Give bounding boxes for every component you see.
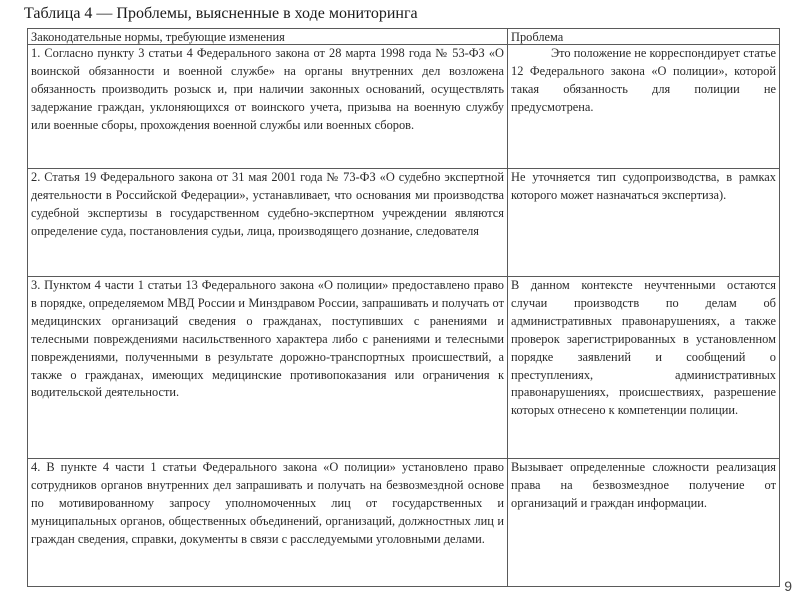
- table-header-row: [28, 29, 780, 45]
- table-caption: Таблица 4 — Проблемы, выясненные в ходе мониторинга: [24, 5, 418, 22]
- problem-cell: Не уточняется тип судопроизводства, в рамках которого может назначаться экспертиза).: [508, 169, 780, 277]
- norm-cell: 4. В пункте 4 части 1 статьи Федерального закона «О полиции» установлено право сотрудников органов внутренних дел запрашивать и получать на безвозмездной основе по мотивированному запросу уполномоченных лиц от государственных и муниципальных органов, общественных объединений, организаций, должностных лиц и граждан сведения, справки, документы в связи с расследуемыми уголовными делами.: [28, 459, 508, 587]
- table-row: [28, 45, 780, 169]
- table-row: [28, 169, 780, 277]
- problem-cell: В данном контексте неучтенными остаются случаи производств по делам об административных правонарушениях, а также проверок зарегистрированных в установленном порядке заявлений и сообщений о преступлениях, административных правонарушениях, происшествиях, разрешение которых отнесено к компетенции полиции.: [508, 277, 780, 459]
- norm-cell: 1. Согласно пункту 3 статьи 4 Федерального закона от 28 марта 1998 года № 53-ФЗ «О воинской обязанности и военной службе» на органы внутренних дел возложена обязанность производить розыск и, при наличии законных оснований, осуществлять задержание граждан, уклоняющихся от воинского учета, призыва на военную службу или военные сборы, прохождения военной службы или военных сборов.: [28, 45, 508, 169]
- table-row: [28, 459, 780, 587]
- problem-cell: Это положение не корреспондирует статье 12 Федерального закона «О полиции», которой такая обязанность для полиции не предусмотрена.: [508, 45, 780, 169]
- monitoring-problems-table: [27, 28, 780, 587]
- page-number: 9: [784, 578, 792, 594]
- column-header-norms: Законодательные нормы, требующие изменения: [28, 29, 508, 45]
- table-row: [28, 277, 780, 459]
- norm-cell: 2. Статья 19 Федерального закона от 31 мая 2001 года № 73-ФЗ «О судебно экспертной деятельности в Российской Федерации», устанавливает, что основания ми производства судебной экспертизы в государственном судебно-экспертном учреждении являются определение суда, постановления судьи, лица, производящего дознание, следователя: [28, 169, 508, 277]
- norm-cell: 3. Пунктом 4 части 1 статьи 13 Федерального закона «О полиции» предоставлено право в порядке, определяемом МВД России и Минздравом России, запрашивать и получать от медицинских организаций сведения о гражданах, поступивших с ранениями и телесными повреждениями насильственного характера либо с ранениями и телесными повреждениями, полученными в результате дорожно-транспортных происшествий, а также о гражданах, имеющих медицинские противопоказания или ограничения к водительской деятельности.: [28, 277, 508, 459]
- problem-cell: Вызывает определенные сложности реализация права на безвозмездное получение от организаций и граждан информации.: [508, 459, 780, 587]
- column-header-problem: Проблема: [508, 29, 780, 45]
